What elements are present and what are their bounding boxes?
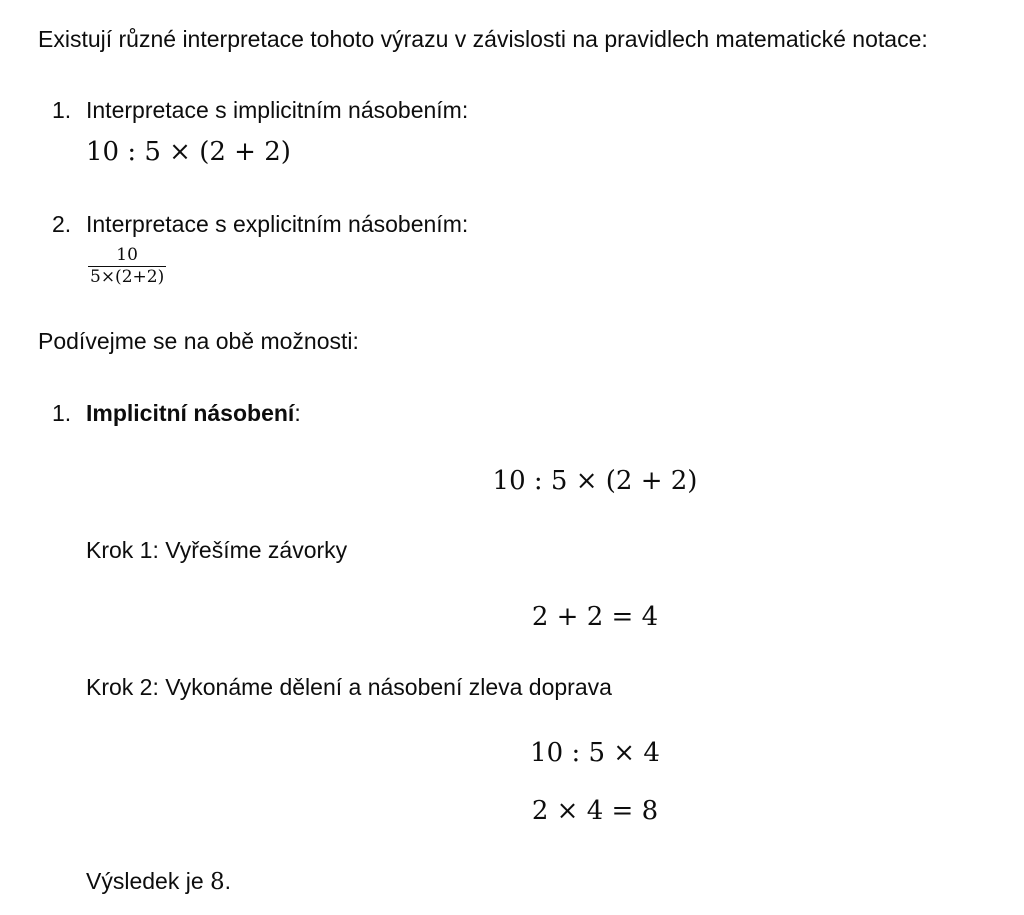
list-item-number: 2. bbox=[52, 211, 72, 237]
section-title-bold: Implicitní násobení bbox=[86, 400, 295, 426]
list-item-label: Interpretace s explicitním násobením: bbox=[86, 211, 469, 237]
section-title bbox=[86, 398, 301, 428]
result-text bbox=[86, 866, 231, 897]
fraction-denominator: 5×(2+2) bbox=[90, 267, 165, 287]
intro-paragraph: Existují různé interpretace tohoto výrazu v závislosti na pravidlech matematické notace: bbox=[38, 26, 928, 52]
section-title-colon: : bbox=[294, 400, 301, 426]
section-number: 1. bbox=[52, 400, 72, 426]
look-paragraph: Podívejme se na obě možnosti: bbox=[38, 328, 359, 354]
fraction-numerator: 10 bbox=[116, 245, 138, 265]
step2-text: Krok 2: Vykonáme dělení a násobení zleva doprava bbox=[86, 674, 612, 700]
step2-math-b: 2 × 4 = 8 bbox=[531, 796, 659, 826]
step1-text: Krok 1: Vyřešíme závorky bbox=[86, 537, 348, 563]
list-item-label: Interpretace s implicitním násobením: bbox=[86, 97, 469, 123]
step1-math: 2 + 2 = 4 bbox=[531, 602, 659, 632]
result-suffix: . bbox=[224, 868, 232, 894]
step2-math-a: 10 : 5 × 4 bbox=[530, 738, 660, 768]
implicit-expression: 10 : 5 × (2 + 2) bbox=[86, 137, 291, 167]
section-expression: 10 : 5 × (2 + 2) bbox=[492, 466, 698, 496]
list-item-number: 1. bbox=[52, 97, 72, 123]
result-value: 8 bbox=[210, 869, 225, 895]
explicit-fraction bbox=[88, 246, 166, 287]
result-prefix: Výsledek je bbox=[86, 868, 211, 894]
